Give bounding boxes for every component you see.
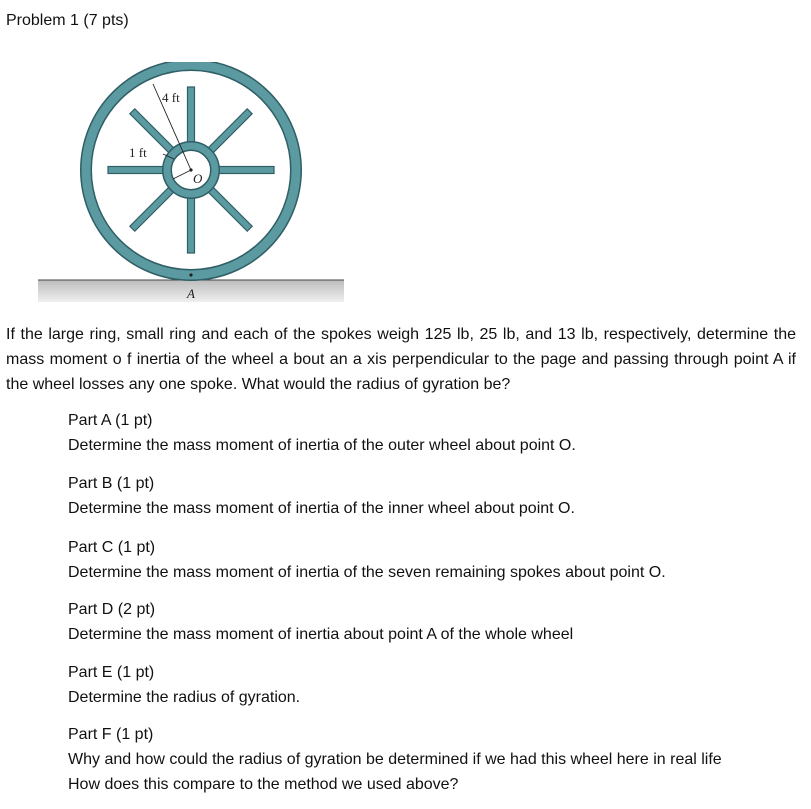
part-a-text: Determine the mass moment of inertia of the outer wheel about point O. [68,437,576,454]
part-b [68,471,798,521]
problem-title: Problem 1 (7 pts) [6,12,129,29]
part-c-text: Determine the mass moment of inertia of the seven remaining spokes about point O. [68,564,666,581]
part-f-text-2: How does this compare to the method we used above? [68,776,459,793]
part-f-text: Why and how could the radius of gyration be determined if we had this wheel here in real life [68,751,722,768]
part-b-text: Determine the mass moment of inertia of the inner wheel about point O. [68,500,575,517]
part-f-title: Part F (1 pt) [68,726,154,743]
problem-statement: If the large ring, small ring and each of the spokes weigh 125 lb, 25 lb, and 13 lb, respectively, determine the mass moment o f inertia of the wheel a bout an a xis perpendicular to the page and passing through point A if the wheel losses any one spoke. What would the radius of gyration be? [6,326,796,393]
part-e-title: Part E (1 pt) [68,664,155,681]
part-c [68,535,798,585]
part-b-title: Part B (1 pt) [68,475,155,492]
part-e [68,660,798,710]
part-d [68,597,798,647]
part-a-title: Part A (1 pt) [68,412,153,429]
part-d-title: Part D (2 pt) [68,601,156,618]
part-c-title: Part C (1 pt) [68,539,156,556]
contact-point [189,273,192,276]
ground-point-label: A [187,286,195,301]
part-f [68,722,798,797]
part-e-text: Determine the radius of gyration. [68,689,301,706]
center-label: O [193,171,203,186]
inner-radius-label: 1 ft [129,145,147,160]
part-a [68,408,798,458]
wheel-figure [35,62,347,304]
part-d-text: Determine the mass moment of inertia about point A of the whole wheel [68,626,574,643]
outer-radius-label: 4 ft [162,90,180,105]
